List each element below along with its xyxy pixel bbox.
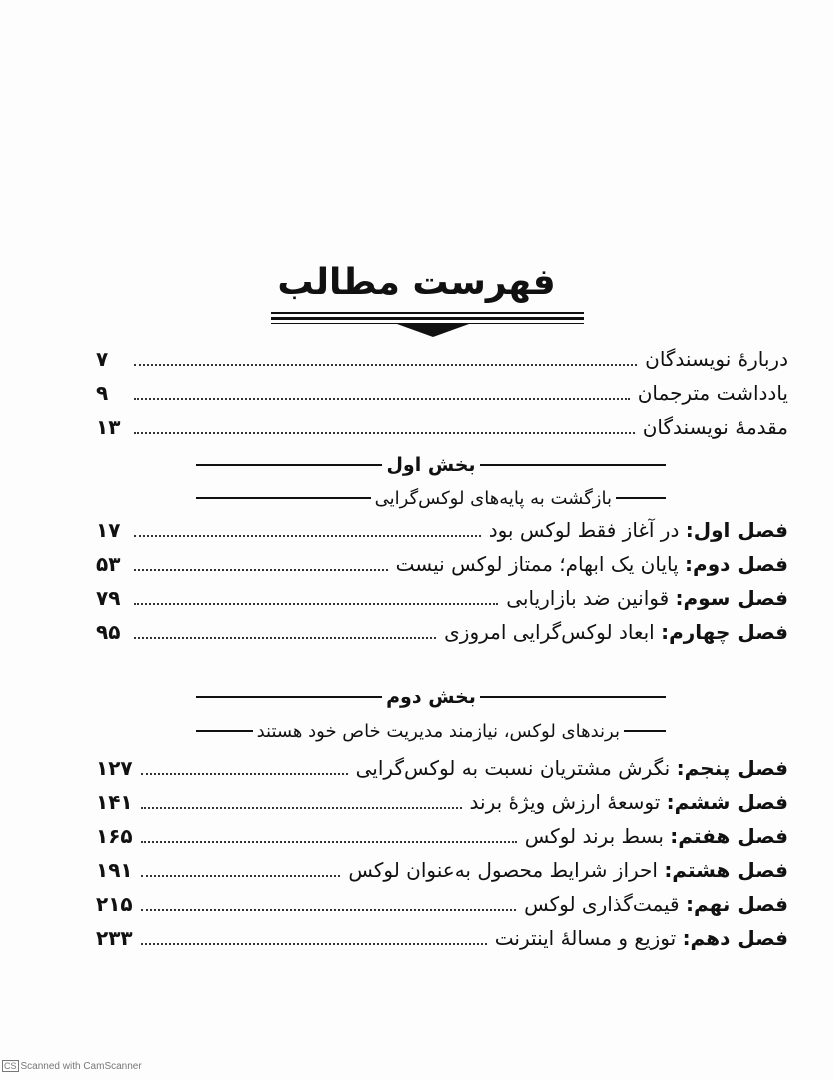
chapter-title: قیمت‌گذاری لوکس (524, 892, 680, 916)
scanner-text: Scanned with CamScanner (20, 1061, 142, 1072)
part-heading (196, 684, 666, 710)
dot-leader (134, 569, 388, 571)
part-heading (196, 452, 666, 478)
page-title: فهرست مطالب (277, 262, 556, 303)
dot-leader (141, 773, 348, 775)
chapter-title: ابعاد لوکس‌گرایی امروزی (444, 620, 655, 644)
entry-title (524, 892, 788, 916)
part-subheading (196, 718, 666, 744)
part-subtitle: برندهای لوکس، نیازمند مدیریت خاص خود هستند (256, 720, 620, 742)
chapter-label: فصل سوم: (675, 586, 788, 610)
part-subtitle: بازگشت به پایه‌های لوکس‌گرایی (374, 487, 612, 509)
chapter-label: فصل اول: (685, 518, 788, 542)
chapter-label: فصل ششم: (666, 790, 788, 814)
dot-leader (141, 943, 487, 945)
scanner-watermark (2, 1060, 142, 1072)
toc-chapter-entry[interactable] (96, 888, 788, 920)
entry-title (506, 586, 788, 610)
chapter-title: احراز شرایط محصول به‌عنوان لوکس (348, 858, 658, 882)
page-number: ۱۳ (96, 415, 121, 439)
dot-leader (141, 807, 462, 809)
page-number: ۱۹۱ (96, 858, 133, 882)
dot-leader (141, 909, 517, 911)
dot-leader (134, 432, 635, 434)
chapter-label: فصل هفتم: (670, 824, 788, 848)
chapter-title: توزیع و مسالهٔ اینترنت (494, 926, 677, 950)
toc-chapter-entry[interactable] (96, 820, 788, 852)
part-subheading (196, 485, 666, 511)
toc-entry[interactable] (96, 343, 788, 375)
page-number: ۷ (96, 347, 109, 371)
chapter-title: نگرش مشتریان نسبت به لوکس‌گرایی (355, 756, 671, 780)
title-arrow-icon (397, 324, 469, 337)
chapter-label: فصل پنجم: (676, 756, 788, 780)
chapter-label: فصل دهم: (682, 926, 788, 950)
page-number: ۱۷ (96, 518, 121, 542)
entry-title: یادداشت مترجمان (637, 381, 788, 405)
chapter-title: توسعهٔ ارزش ویژهٔ برند (469, 790, 661, 814)
part-title: بخش اول (386, 454, 476, 476)
page-number: ۵۳ (96, 552, 121, 576)
dot-leader (134, 535, 481, 537)
dot-leader (134, 364, 637, 366)
title-underline (271, 312, 584, 324)
page-number: ۲۱۵ (96, 892, 133, 916)
dot-leader (141, 841, 517, 843)
toc-chapter-entry[interactable] (96, 514, 788, 546)
chapter-title: قوانین ضد بازاریابی (506, 586, 670, 610)
toc-chapter-entry[interactable] (96, 548, 788, 580)
entry-title (489, 518, 788, 542)
chapter-title: پایان یک ابهام؛ ممتاز لوکس نیست (395, 552, 679, 576)
entry-title (495, 926, 788, 950)
entry-title (348, 858, 788, 882)
dot-leader (134, 637, 436, 639)
entry-title: دربارهٔ نویسندگان (645, 347, 788, 371)
chapter-title: در آغاز فقط لوکس بود (488, 518, 680, 542)
page-number: ۷۹ (96, 586, 121, 610)
toc-chapter-entry[interactable] (96, 582, 788, 614)
chapter-title: بسط برند لوکس (524, 824, 664, 848)
entry-title (356, 756, 788, 780)
entry-title: مقدمهٔ نویسندگان (642, 415, 788, 439)
dot-leader (134, 603, 498, 605)
chapter-label: فصل هشتم: (664, 858, 788, 882)
dot-leader (141, 875, 341, 877)
toc-entry[interactable] (96, 377, 788, 409)
toc-chapter-entry[interactable] (96, 922, 788, 954)
entry-title (396, 552, 788, 576)
entry-title (525, 824, 788, 848)
chapter-label: فصل دوم: (685, 552, 788, 576)
page-number: ۱۲۷ (96, 756, 133, 780)
toc-chapter-entry[interactable] (96, 752, 788, 784)
dot-leader (134, 398, 630, 400)
toc-entry[interactable] (96, 411, 788, 443)
toc-chapter-entry[interactable] (96, 616, 788, 648)
part-title: بخش دوم (386, 686, 476, 708)
page-number: ۲۳۳ (96, 926, 133, 950)
camscanner-logo-icon: CS (4, 1061, 17, 1071)
chapter-label: فصل نهم: (685, 892, 788, 916)
toc-chapter-entry[interactable] (96, 786, 788, 818)
entry-title (470, 790, 788, 814)
entry-title (444, 620, 788, 644)
page-number: ۱۶۵ (96, 824, 133, 848)
chapter-label: فصل چهارم: (661, 620, 788, 644)
page-number: ۱۴۱ (96, 790, 133, 814)
page-number: ۹ (96, 381, 109, 405)
toc-chapter-entry[interactable] (96, 854, 788, 886)
page-number: ۹۵ (96, 620, 121, 644)
